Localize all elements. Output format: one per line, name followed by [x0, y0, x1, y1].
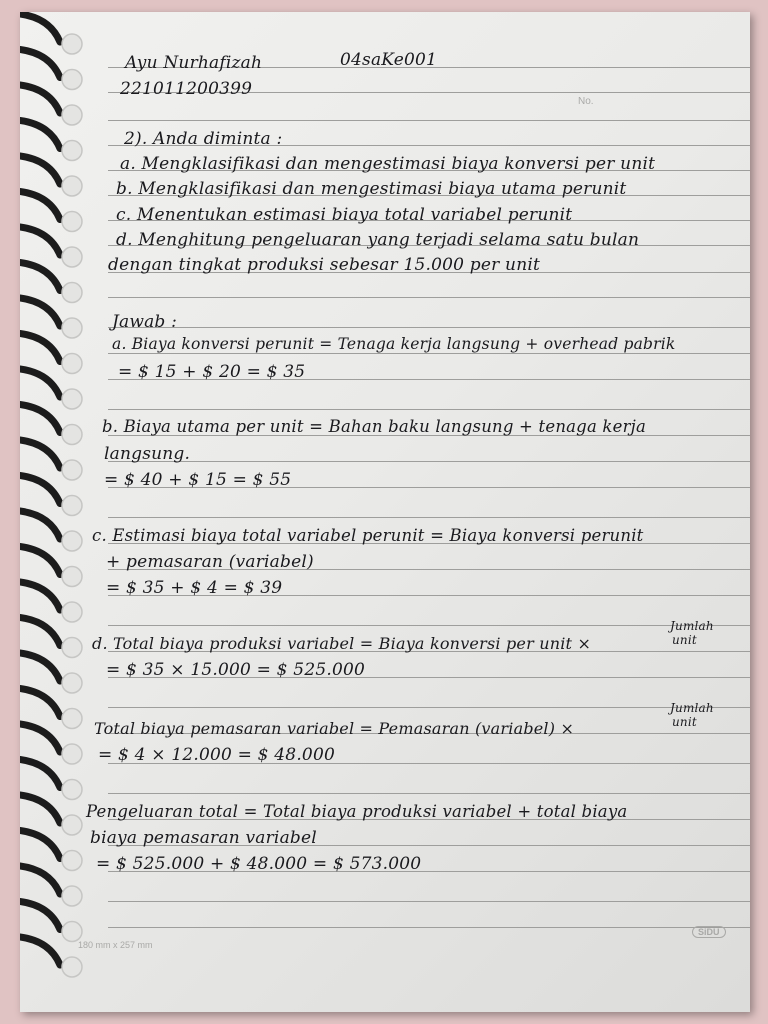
- question-item-b: b. Mengklasifikasi dan mengestimasi biaya utama perunit: [116, 179, 627, 199]
- brand-logo: SiDU: [692, 926, 726, 938]
- binding-hole: [62, 460, 82, 480]
- spiral-binding: [20, 12, 90, 1012]
- spiral-wire: [20, 866, 60, 894]
- binding-hole: [62, 354, 82, 374]
- spiral-wire: [20, 440, 60, 468]
- spiral-wire: [20, 937, 60, 965]
- binding-hole: [62, 638, 82, 658]
- binding-hole: [62, 425, 82, 445]
- binding-hole: [62, 709, 82, 729]
- binding-hole: [62, 567, 82, 587]
- student-id: 221011200399: [120, 79, 253, 99]
- spiral-wire: [20, 263, 60, 291]
- page-number-label: No.: [578, 96, 594, 107]
- rule-line: [108, 461, 750, 462]
- rule-line: [108, 327, 750, 328]
- spiral-wire: [20, 724, 60, 752]
- spiral-wire: [20, 192, 60, 220]
- spiral-wire: [20, 50, 60, 78]
- answer-b-result: = $ 40 + $ 15 = $ 55: [104, 470, 292, 490]
- spiral-wire: [20, 760, 60, 788]
- answer-c-formula: c. Estimasi biaya total variabel perunit = Biaya konversi perunit: [92, 526, 644, 545]
- binding-hole: [62, 283, 82, 303]
- total-formula-cont: biaya pemasaran variabel: [90, 828, 317, 848]
- spiral-wire: [20, 476, 60, 504]
- binding-hole: [62, 141, 82, 161]
- binding-hole: [62, 389, 82, 409]
- binding-hole: [62, 34, 82, 54]
- rule-line: [108, 707, 750, 708]
- binding-hole: [62, 70, 82, 90]
- total-formula: Pengeluaran total = Total biaya produksi variabel + total biaya: [86, 802, 628, 821]
- spiral-wire: [20, 334, 60, 362]
- rule-line: [108, 353, 750, 354]
- spiral-wire: [20, 405, 60, 433]
- question-item-d: d. Menghitung pengeluaran yang terjadi selama satu bulan: [116, 230, 640, 250]
- answer-c-formula-cont: + pemasaran (variabel): [106, 552, 314, 572]
- student-name: Ayu Nurhafizah: [125, 53, 263, 73]
- spiral-wire: [20, 369, 60, 397]
- spiral-wire: [20, 298, 60, 326]
- rule-line: [108, 927, 750, 928]
- binding-hole: [62, 602, 82, 622]
- answer-c-result: = $ 35 + $ 4 = $ 39: [106, 578, 283, 598]
- rule-line: [108, 120, 750, 121]
- answer-d-unit-label-top: Jumlah: [670, 619, 714, 633]
- spiral-wire: [20, 653, 60, 681]
- spiral-wire: [20, 902, 60, 930]
- rule-line: [108, 409, 750, 410]
- binding-hole: [62, 957, 82, 977]
- rule-line: [108, 625, 750, 626]
- question-item-c: c. Menentukan estimasi biaya total variabel perunit: [116, 205, 573, 225]
- marketing-result: = $ 4 × 12.000 = $ 48.000: [98, 745, 335, 765]
- paper-size-label: 180 mm x 257 mm: [78, 940, 153, 950]
- binding-hole: [62, 744, 82, 764]
- spiral-wire: [20, 85, 60, 113]
- answer-d-unit-label-bottom: unit: [672, 633, 697, 647]
- answer-label: Jawab :: [112, 312, 178, 332]
- answer-d-result: = $ 35 × 15.000 = $ 525.000: [106, 660, 366, 680]
- rule-line: [108, 793, 750, 794]
- answer-a-result: = $ 15 + $ 20 = $ 35: [118, 362, 306, 382]
- spiral-wire: [20, 511, 60, 539]
- binding-hole: [62, 851, 82, 871]
- rule-line: [108, 517, 750, 518]
- spiral-wire: [20, 14, 60, 42]
- question-item-d-cont: dengan tingkat produksi sebesar 15.000 per unit: [108, 255, 541, 275]
- binding-hole: [62, 531, 82, 551]
- question-item-a: a. Mengklasifikasi dan mengestimasi biaya konversi per unit: [120, 154, 656, 174]
- binding-hole: [62, 496, 82, 516]
- spiral-wire: [20, 547, 60, 575]
- answer-d-formula: d. Total biaya produksi variabel = Biaya konversi per unit ×: [92, 634, 592, 653]
- binding-hole: [62, 780, 82, 800]
- marketing-unit-label-bottom: unit: [672, 715, 697, 729]
- total-result: = $ 525.000 + $ 48.000 = $ 573.000: [96, 854, 422, 874]
- spiral-wire: [20, 121, 60, 149]
- binding-hole: [62, 318, 82, 338]
- spiral-wire: [20, 831, 60, 859]
- notebook-page: [20, 12, 750, 1012]
- binding-hole: [62, 886, 82, 906]
- spiral-wire: [20, 156, 60, 184]
- binding-hole: [62, 212, 82, 232]
- rule-line: [108, 297, 750, 298]
- class-code: 04saKe001: [340, 50, 438, 70]
- binding-hole: [62, 815, 82, 835]
- spiral-wire: [20, 689, 60, 717]
- question-intro: 2). Anda diminta :: [124, 129, 283, 149]
- marketing-formula: Total biaya pemasaran variabel = Pemasaran (variabel) ×: [94, 719, 575, 738]
- spiral-wire: [20, 582, 60, 610]
- answer-b-formula: b. Biaya utama per unit = Bahan baku langsung + tenaga kerja: [102, 417, 647, 436]
- rule-line: [108, 901, 750, 902]
- answer-a-formula: a. Biaya konversi perunit = Tenaga kerja langsung + overhead pabrik: [112, 335, 676, 353]
- spiral-wire: [20, 795, 60, 823]
- binding-hole: [62, 673, 82, 693]
- binding-hole: [62, 247, 82, 267]
- binding-hole: [62, 922, 82, 942]
- binding-hole: [62, 105, 82, 125]
- binding-hole: [62, 176, 82, 196]
- spiral-wire: [20, 227, 60, 255]
- answer-b-formula-cont: langsung.: [104, 444, 191, 464]
- spiral-wire: [20, 618, 60, 646]
- marketing-unit-label-top: Jumlah: [670, 701, 714, 715]
